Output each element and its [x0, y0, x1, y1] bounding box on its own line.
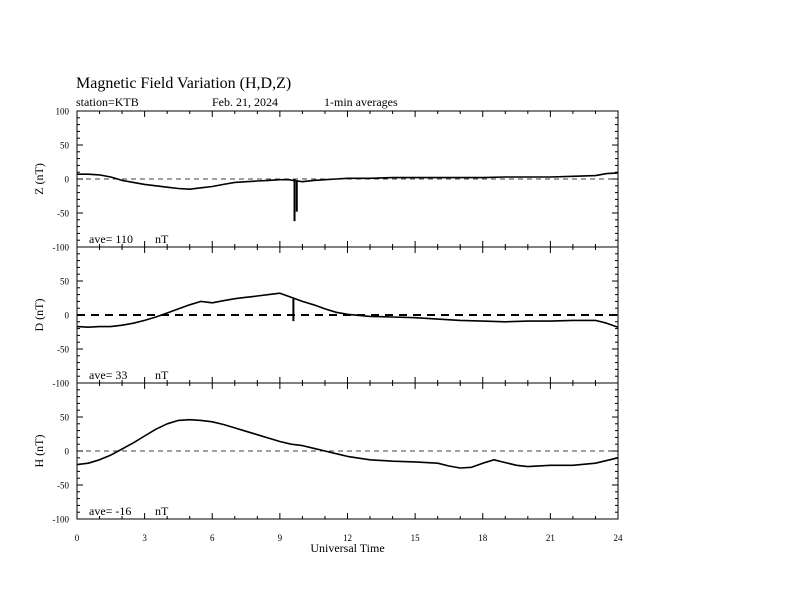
x-tick-label: 12 [343, 533, 352, 543]
station-label: station=KTB [76, 95, 139, 109]
x-tick-label: 21 [545, 533, 555, 543]
average-value: ave= 110 [89, 232, 133, 246]
x-tick-label: 3 [142, 533, 147, 543]
y-tick-label: 50 [60, 412, 69, 423]
y-tick-label: 50 [60, 140, 69, 151]
chart-title: Magnetic Field Variation (H,D,Z) [76, 75, 292, 92]
y-tick-label: -100 [52, 242, 69, 253]
average-unit: nT [155, 368, 169, 382]
series-line-d [77, 293, 618, 327]
y-tick-label: 100 [55, 106, 69, 117]
y-axis-label: D (nT) [32, 298, 46, 332]
y-tick-label: -100 [52, 514, 69, 525]
y-tick-label: 0 [64, 310, 69, 321]
y-tick-label: 0 [64, 174, 69, 185]
y-tick-label: 50 [60, 276, 69, 287]
y-axis-label: H (nT) [32, 434, 46, 468]
x-tick-label: 15 [410, 533, 420, 543]
x-tick-label: 24 [613, 533, 623, 543]
date-label: Feb. 21, 2024 [212, 95, 278, 109]
average-value: ave= 33 [89, 368, 128, 382]
average-unit: nT [155, 504, 169, 518]
y-tick-label: 0 [64, 446, 69, 457]
x-tick-label: 9 [277, 533, 283, 543]
y-tick-label: -50 [57, 344, 69, 355]
y-tick-label: -50 [57, 208, 69, 219]
x-tick-label: 18 [478, 533, 488, 543]
x-tick-label: 6 [210, 533, 215, 543]
y-tick-label: -100 [52, 378, 69, 389]
average-value: ave= -16 [89, 504, 132, 518]
x-tick-label: 0 [74, 533, 80, 543]
y-axis-label: Z (nT) [32, 163, 46, 195]
averaging-label: 1-min averages [324, 95, 398, 109]
y-tick-label: -50 [57, 480, 69, 491]
x-axis-label: Universal Time [310, 541, 385, 555]
series-line-h [77, 420, 618, 468]
series-line-z [77, 173, 618, 189]
average-unit: nT [155, 232, 169, 246]
